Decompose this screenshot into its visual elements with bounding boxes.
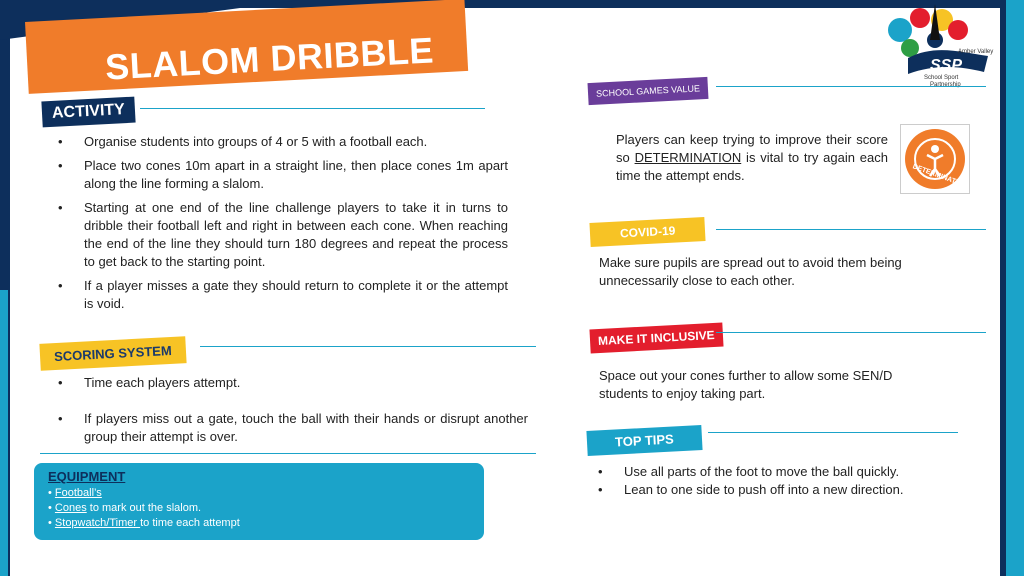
equipment-text: to time each attempt — [140, 517, 240, 529]
covid-text: Make sure pupils are spread out to avoid them being unnecessarily close to each other. — [599, 255, 902, 288]
left-border-teal — [0, 290, 8, 576]
school-games-value-text — [616, 131, 888, 185]
equipment-link-cones[interactable]: Cones — [54, 502, 87, 514]
scoring-heading: SCORING SYSTEM — [39, 336, 186, 371]
inclusive-heading: MAKE IT INCLUSIVE — [589, 323, 723, 354]
list-item: • If players miss out a gate, touch the ball with their hands or disrupt another group their attempt is over. — [58, 410, 528, 446]
sgv-text-after: is vital to try again each time the attempt ends. — [616, 150, 888, 183]
list-item: • Time each players attempt. — [58, 374, 528, 392]
list-item — [48, 501, 470, 516]
logo-line-1: Amber Valley — [958, 49, 994, 55]
equipment-text: to mark out the slalom. — [86, 502, 202, 514]
list-item: • Place two cones 10m apart in a straight line, then place cones 1m apart along the line forming a slalom. — [58, 157, 508, 193]
sgv-text-before: Players can keep trying to improve their score so — [616, 132, 888, 165]
list-item — [48, 486, 470, 501]
equipment-box — [34, 463, 484, 540]
activity-rule — [140, 108, 485, 109]
tips-rule — [708, 432, 958, 433]
equipment-heading: EQUIPMENT — [48, 469, 126, 484]
list-item: • Organise students into groups of 4 or 5 with a football each. — [58, 133, 508, 151]
list-item: • Starting at one end of the line challenge players to take it in turns to dribble their football left and right in between each cone. When reaching the end of the line they should turn 180 degrees and repeat the process to get back to the starting point. — [58, 199, 508, 271]
list-item: • Use all parts of the foot to move the ball quickly. — [598, 463, 938, 481]
list-item — [48, 516, 470, 531]
logo-line-2: School Sport — [924, 75, 959, 81]
sgv-rule — [716, 86, 986, 87]
inclusive-text: Space out your cones further to allow some SEN/D students to enjoy taking part. — [599, 368, 893, 401]
sgv-highlight: DETERMINATION — [634, 150, 742, 165]
scoring-list — [58, 374, 528, 464]
badge-word: DETERMINATION — [911, 163, 969, 190]
covid-heading: COVID-19 — [589, 217, 705, 247]
activity-heading: ACTIVITY — [41, 97, 135, 128]
scoring-rule — [200, 346, 536, 347]
list-item: • Lean to one side to push off into a new direction. — [598, 481, 938, 499]
covid-rule — [716, 229, 986, 230]
determination-icon — [905, 129, 969, 190]
activity-list — [58, 133, 508, 319]
logo-line-3: Partnership — [930, 82, 961, 88]
logo-mark: SSP — [930, 57, 963, 74]
list-item: • If a player misses a gate they should return to complete it or the attempt is void. — [58, 277, 508, 313]
school-games-value-heading: SCHOOL GAMES VALUE — [588, 77, 709, 105]
equipment-list — [48, 486, 470, 531]
top-tips-heading: TOP TIPS — [586, 425, 702, 456]
equipment-link-footballs[interactable]: Football’s — [54, 487, 102, 499]
tips-list — [598, 463, 938, 499]
inclusive-rule — [716, 332, 986, 333]
page-title: SLALOM DRIBBLE — [104, 29, 435, 88]
equipment-link-stopwatch[interactable]: Stopwatch/Timer — [54, 517, 141, 529]
scoring-bottom-rule — [40, 453, 536, 454]
right-border-teal — [1006, 0, 1024, 576]
determination-badge — [900, 124, 970, 194]
